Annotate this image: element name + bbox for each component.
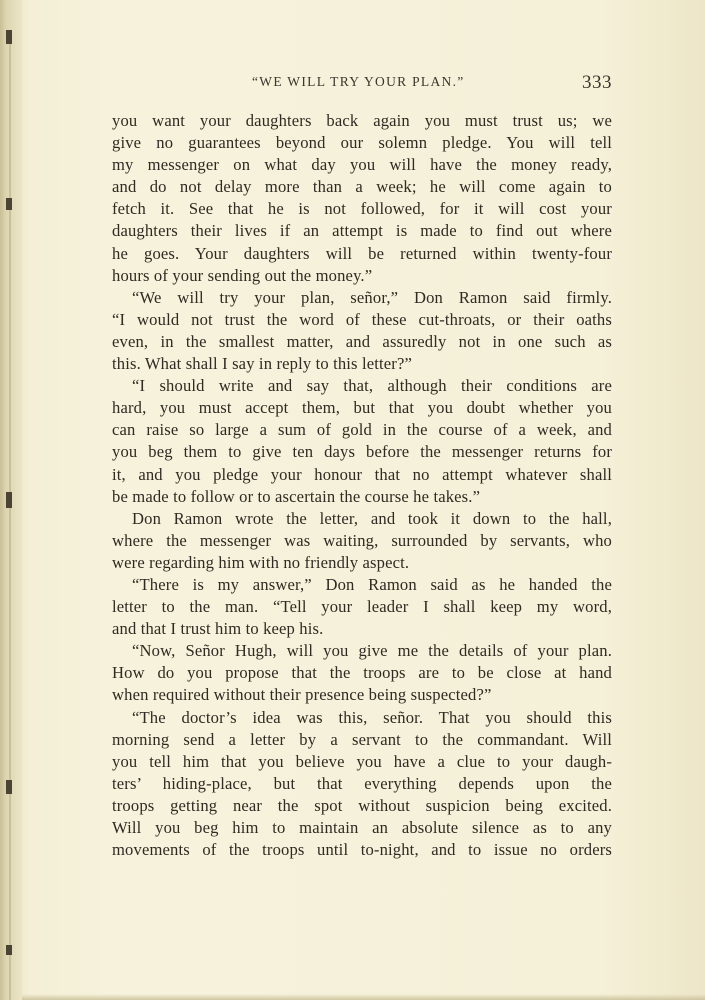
- binding-crease: [9, 40, 11, 1000]
- text-line: you beg them to give ten days before the messenger returns for: [112, 442, 612, 462]
- text-line: “I should write and say that, although their conditions are: [132, 376, 612, 396]
- text-line: fetch it. See that he is not followed, for it will cost your: [112, 199, 612, 219]
- text-line: How do you propose that the troops are to be close at hand: [112, 663, 612, 683]
- page-bottom-edge: [22, 994, 705, 1000]
- text-line: troops getting near the spot without suspicion being excited.: [112, 795, 612, 815]
- text-line: give no guarantees beyond our solemn pledge. You will tell: [112, 133, 612, 153]
- text-line: were regarding him with no friendly aspect.: [112, 552, 410, 572]
- text-line: even, in the smallest matter, and assuredly not in one such as: [112, 331, 612, 351]
- text-line: movements of the troops until to-night, and to issue no orders: [112, 840, 612, 860]
- text-line: and that I trust him to keep his.: [112, 619, 324, 639]
- text-line: “Now, Señor Hugh, will you give me the details of your plan.: [132, 641, 612, 661]
- text-line: this. What shall I say in reply to this letter?”: [112, 354, 412, 374]
- text-line: Will you beg him to maintain an absolute silence as to any: [112, 818, 612, 837]
- binding-mark: [6, 30, 12, 44]
- text-line: ters’ hiding-place, but that everything depends upon the: [112, 773, 612, 793]
- page-body-text: [112, 110, 612, 861]
- text-line: be made to follow or to ascertain the course he takes.”: [112, 486, 481, 506]
- text-line: hard, you must accept them, but that you doubt whether you: [112, 398, 612, 418]
- text-line: he goes. Your daughters will be returned within twenty-four: [112, 243, 612, 263]
- text-line: where the messenger was waiting, surrounded by servants, who: [112, 530, 612, 550]
- text-line: “I would not trust the word of these cut-throats, or their oaths: [112, 309, 612, 329]
- text-line: when required without their presence being suspected?”: [112, 685, 492, 705]
- text-line: “The doctor’s idea was this, señor. That you should this: [132, 707, 612, 727]
- text-line: you want your daughters back again you must trust us; we: [112, 111, 612, 130]
- running-head: “WE WILL TRY YOUR PLAN.”: [252, 74, 465, 89]
- page-number: 333: [582, 72, 612, 93]
- text-line: and do not delay more than a week; he will come again to: [112, 177, 612, 197]
- text-line: my messenger on what day you will have the money ready,: [112, 155, 612, 175]
- page-binding-edge: [0, 0, 22, 1000]
- text-line: Don Ramon wrote the letter, and took it down to the hall,: [132, 508, 612, 528]
- text-line: daughters their lives if an attempt is made to find out where: [112, 221, 612, 241]
- text-line: “We will try your plan, señor,” Don Ramon said firmly.: [132, 287, 612, 307]
- text-line: you tell him that you believe you have a clue to your daugh-: [112, 751, 612, 771]
- text-line: can raise so large a sum of gold in the course of a week, and: [112, 420, 612, 440]
- text-line: morning send a letter by a servant to the commandant. Will: [112, 729, 612, 749]
- text-line: it, and you pledge your honour that no attempt whatever shall: [112, 464, 612, 484]
- binding-mark: [6, 945, 12, 955]
- page-header: [112, 72, 612, 96]
- text-line: letter to the man. “Tell your leader I shall keep my word,: [112, 597, 612, 617]
- binding-mark: [6, 198, 12, 210]
- text-line: “There is my answer,” Don Ramon said as he handed the: [132, 574, 612, 594]
- binding-mark: [6, 492, 12, 508]
- text-line: hours of your sending out the money.”: [112, 265, 373, 285]
- binding-mark: [6, 780, 12, 794]
